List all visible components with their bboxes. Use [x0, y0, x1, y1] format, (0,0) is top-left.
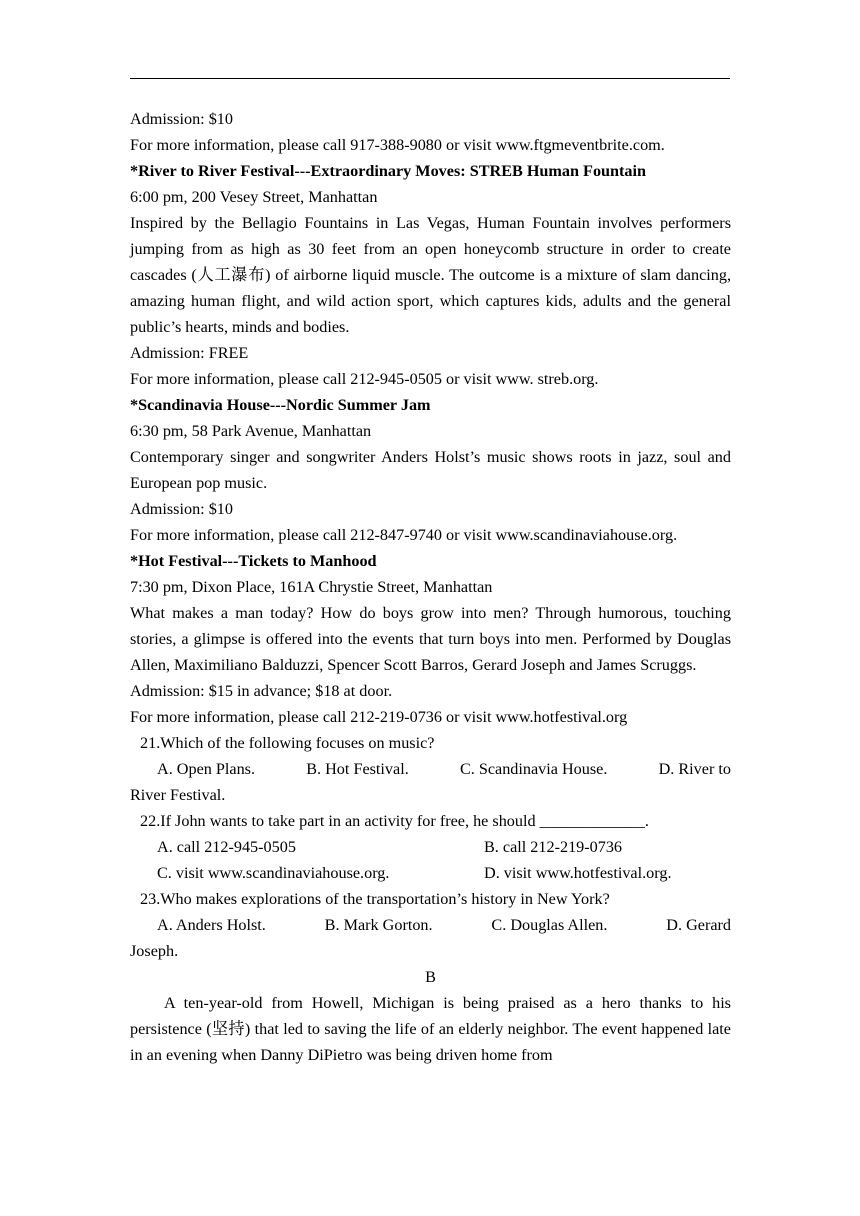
event-title-hot: *Hot Festival---Tickets to Manhood [130, 552, 377, 570]
question-21: 21.Which of the following focuses on music? [140, 734, 435, 752]
event-admission-hot: Admission: $15 in advance; $18 at door. [130, 682, 393, 700]
section-heading: B [425, 968, 436, 986]
event-desc-river: Inspired by the Bellagio Fountains in Las Vegas, Human Fountain involves performers jumping from as high as 30 feet from an open honeycomb structure in order to create cascades (人工瀑布) of airborne liquid muscle. The outcome is a mixture of slam dancing, amazing human flight, and wild action sport, which captures kids, adults and the general public’s hearts, minds and bodies. [130, 214, 731, 336]
question-22-options-row2 [130, 860, 731, 886]
option-b: B. Mark Gorton. [324, 916, 433, 934]
event-admission-river: Admission: FREE [130, 344, 249, 362]
question-22-options-row1 [130, 834, 731, 860]
option-d-continued: Joseph. [130, 942, 179, 960]
option-b: B. Hot Festival. [306, 760, 409, 778]
section-paragraph: A ten-year-old from Howell, Michigan is being praised as a hero thanks to his persistence (坚持) that led to saving the life of an elderly neighbor. The event happened late in an evening when Danny DiPietro was being driven home from [130, 994, 731, 1064]
option-d: D. River to [658, 760, 731, 778]
event-admission-scandinavia: Admission: $10 [130, 500, 233, 518]
question-23-options [130, 912, 731, 938]
event-time-river: 6:00 pm, 200 Vesey Street, Manhattan [130, 188, 378, 206]
option-c: C. visit www.scandinaviahouse.org. [157, 864, 390, 882]
option-d: D. visit www.hotfestival.org. [484, 864, 672, 882]
option-c: C. Scandinavia House. [459, 760, 608, 778]
option-a: A. Open Plans. [157, 760, 256, 778]
event-info-hot: For more information, please call 212-219-0736 or visit www.hotfestival.org [130, 708, 628, 726]
event-info-river: For more information, please call 212-945-0505 or visit www. streb.org. [130, 370, 599, 388]
option-c: C. Douglas Allen. [491, 916, 608, 934]
event-time-hot: 7:30 pm, Dixon Place, 161A Chrystie Street, Manhattan [130, 578, 493, 596]
option-b: B. call 212-219-0736 [484, 838, 623, 856]
question-22: 22.If John wants to take part in an activity for free, he should _____________. [140, 812, 649, 830]
question-23: 23.Who makes explorations of the transportation’s history in New York? [140, 890, 610, 908]
option-a: A. call 212-945-0505 [157, 838, 296, 856]
event-time-scandinavia: 6:30 pm, 58 Park Avenue, Manhattan [130, 422, 372, 440]
document-body [130, 106, 731, 1068]
option-d: D. Gerard [666, 916, 731, 934]
event-title-scandinavia: *Scandinavia House---Nordic Summer Jam [130, 396, 431, 414]
option-a: A. Anders Holst. [157, 916, 266, 934]
header-rule [130, 78, 730, 79]
event-desc-hot: What makes a man today? How do boys grow into men? Through humorous, touching stories, a glimpse is offered into the events that turn boys into men. Performed by Douglas Allen, Maximiliano Balduzzi, Spencer Scott Barros, Gerard Joseph and James Scruggs. [130, 604, 731, 674]
question-21-options [130, 756, 731, 782]
event-info-scandinavia: For more information, please call 212-847-9740 or visit www.scandinaviahouse.org. [130, 526, 678, 544]
event-title-river: *River to River Festival---Extraordinary Moves: STREB Human Fountain [130, 162, 647, 180]
admission-text: Admission: $10 [130, 110, 233, 128]
event-desc-scandinavia: Contemporary singer and songwriter Anders Holst’s music shows roots in jazz, soul and European pop music. [130, 448, 731, 492]
option-d-continued: River Festival. [130, 786, 226, 804]
info-text: For more information, please call 917-388-9080 or visit www.ftgmeventbrite.com. [130, 136, 665, 154]
